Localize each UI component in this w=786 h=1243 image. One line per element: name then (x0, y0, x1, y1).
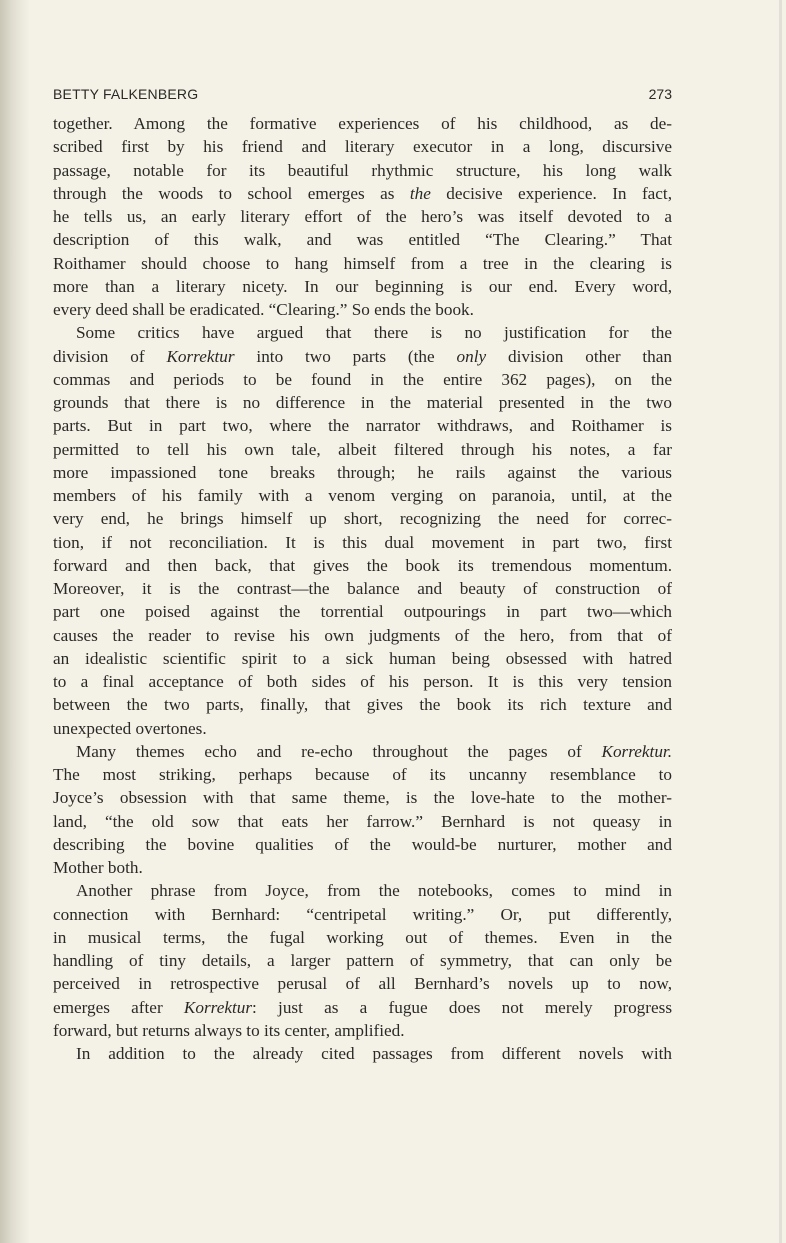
text-line (53, 252, 672, 275)
text-line (53, 763, 672, 786)
text-segment: causes the reader to revise his own judgments of the hero, from that of (53, 625, 672, 645)
text-segment: an idealistic scientific spirit to a sick human being obsessed with hatred (53, 648, 672, 668)
text-line (53, 391, 672, 414)
text-segment: connection with Bernhard: “centripetal writing.” Or, put differently, (53, 904, 672, 924)
text-segment: grounds that there is no difference in the material presented in the two (53, 393, 672, 412)
running-header-author: BETTY FALKENBERG (53, 86, 199, 102)
text-line (53, 903, 672, 926)
text-segment: scribed first by his friend and literary executor in a long, discursive (53, 137, 672, 157)
text-segment: land, “the old sow that eats her farrow.” Bernhard is not queasy in (53, 811, 672, 831)
text-line (53, 414, 672, 437)
text-line (53, 182, 672, 205)
italic-text: Korrektur. (601, 741, 672, 761)
text-segment: Another phrase from Joyce, from the notebooks, comes to mind in (76, 881, 672, 901)
text-line (53, 833, 672, 856)
text-segment: Moreover, it is the contrast—the balance and beauty of construction of (53, 579, 672, 598)
text-segment: passage, notable for its beautiful rhythmic structure, his long walk (53, 160, 672, 180)
text-line (53, 507, 672, 530)
text-line (53, 345, 672, 368)
text-segment: Many themes echo and re-echo throughout the pages of (76, 741, 602, 761)
text-line (53, 298, 672, 321)
text-line (53, 1019, 672, 1042)
text-segment: unexpected overtones. (53, 718, 207, 738)
text-segment: handling of tiny details, a larger pattern of symmetry, that can only be (53, 951, 672, 970)
text-line (53, 879, 672, 902)
text-segment: into two parts (the (234, 346, 457, 366)
page-edge (779, 0, 782, 1243)
text-line (53, 972, 672, 995)
text-line (53, 275, 672, 298)
text-segment: between the two parts, finally, that gives the book its rich texture and (53, 695, 672, 715)
text-line (53, 484, 672, 507)
text-line (53, 159, 672, 182)
italic-text: Korrektur (183, 997, 253, 1017)
text-segment: decisive experience. In fact, (430, 183, 672, 203)
text-line (53, 647, 672, 670)
italic-text: Korrektur (166, 346, 235, 366)
text-line (53, 112, 672, 135)
text-segment: describing the bovine qualities of the would-be nurturer, mother and (53, 834, 672, 854)
text-segment: Some critics have argued that there is no justification for the (76, 323, 672, 343)
text-segment: every deed shall be eradicated. “Clearing.” So ends the book. (53, 300, 474, 319)
text-line (53, 577, 672, 600)
text-line (53, 740, 672, 763)
text-line (53, 717, 672, 740)
text-segment: division of (53, 346, 167, 366)
text-line (53, 228, 672, 251)
italic-text: only (456, 346, 487, 366)
text-segment: : just as a fugue does not merely progress (252, 997, 673, 1017)
text-line (53, 438, 672, 461)
text-line (53, 949, 672, 972)
text-segment: to a final acceptance of both sides of his person. It is this very tension (53, 672, 672, 691)
text-segment: The most striking, perhaps because of its uncanny resemblance to (53, 765, 672, 784)
text-line (53, 856, 672, 879)
text-segment: more impassioned tone breaks through; he rails against the various (53, 462, 672, 482)
text-line (53, 810, 672, 833)
body-text (53, 112, 672, 1065)
text-segment: he tells us, an early literary effort of the hero’s was itself devoted to a (53, 207, 672, 226)
text-line (53, 205, 672, 228)
running-header (53, 86, 672, 106)
text-line (53, 321, 672, 344)
text-line (53, 624, 672, 647)
text-segment: part one poised against the torrential outpourings in part two—which (53, 602, 672, 622)
text-segment: forward and then back, that gives the book its tremendous momentum. (53, 555, 672, 575)
text-line (53, 461, 672, 484)
text-segment: permitted to tell his own tale, albeit filtered through his notes, a far (53, 439, 672, 459)
text-segment: emerges after (53, 997, 184, 1017)
text-segment: parts. But in part two, where the narrator withdraws, and Roithamer is (53, 416, 672, 436)
text-segment: in musical terms, the fugal working out of themes. Even in the (53, 927, 672, 947)
text-segment: Joyce’s obsession with that same theme, is the love-hate to the mother- (53, 788, 672, 808)
text-segment: more than a literary nicety. In our beginning is our end. Every word, (53, 276, 672, 296)
text-line (53, 554, 672, 577)
text-segment: members of his family with a venom verging on paranoia, until, at the (53, 486, 672, 505)
text-line (53, 135, 672, 158)
text-line (53, 600, 672, 623)
text-segment: In addition to the already cited passages from different novels with (76, 1044, 672, 1063)
text-line (53, 1042, 672, 1065)
page-number: 273 (648, 86, 672, 102)
text-segment: together. Among the formative experiences of his childhood, as de- (53, 114, 672, 133)
text-segment: very end, he brings himself up short, recognizing the need for correc- (53, 509, 672, 529)
text-segment: through the woods to school emerges as (53, 183, 410, 203)
page-gutter-shadow (0, 0, 30, 1243)
text-line (53, 693, 672, 716)
text-line (53, 531, 672, 554)
text-line (53, 368, 672, 391)
text-segment: Roithamer should choose to hang himself from a tree in the clearing is (53, 253, 672, 273)
text-segment: commas and periods to be found in the entire 362 pages), on the (53, 369, 672, 389)
text-segment: tion, if not reconciliation. It is this dual movement in part two, first (53, 532, 672, 552)
text-line (53, 996, 672, 1019)
text-line (53, 786, 672, 809)
text-segment: forward, but returns always to its center, amplified. (53, 1020, 405, 1040)
text-line (53, 926, 672, 949)
text-line (53, 670, 672, 693)
text-segment: division other than (486, 346, 673, 366)
italic-text: the (409, 183, 431, 203)
text-segment: Mother both. (53, 858, 143, 877)
text-segment: description of this walk, and was entitled “The Clearing.” That (53, 230, 672, 250)
text-segment: perceived in retrospective perusal of all Bernhard’s novels up to now, (53, 974, 672, 994)
